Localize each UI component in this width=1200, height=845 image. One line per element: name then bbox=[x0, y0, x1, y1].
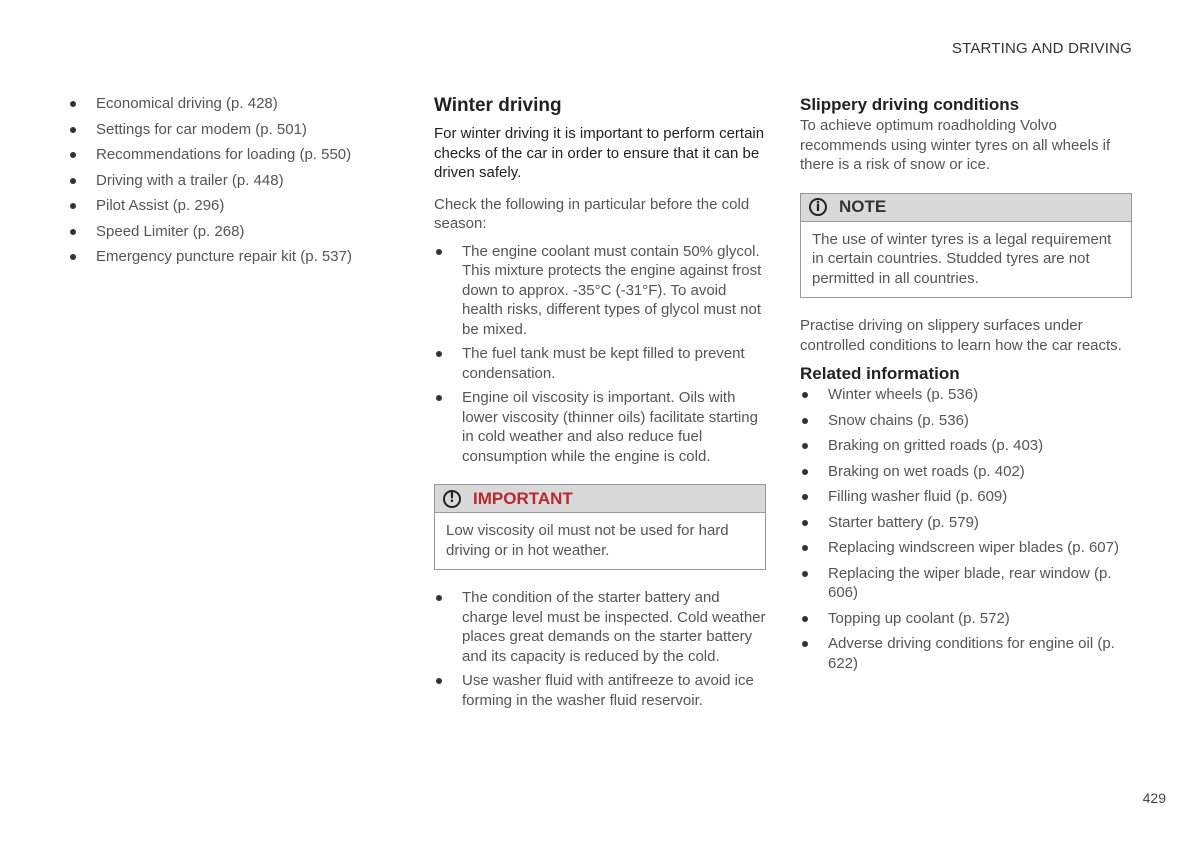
related-link[interactable]: Settings for car modem (p. 501) bbox=[68, 120, 368, 140]
important-header bbox=[435, 485, 765, 513]
practise-text: Practise driving on slippery surfaces under controlled conditions to learn how the car reacts. bbox=[800, 317, 1122, 354]
related-link[interactable]: Topping up coolant (p. 572) bbox=[800, 609, 1132, 629]
slippery-column bbox=[800, 94, 1132, 679]
left-related-column bbox=[68, 94, 368, 273]
note-box bbox=[800, 193, 1132, 299]
page-number: 429 bbox=[1142, 790, 1166, 806]
winter-driving-title: Winter driving bbox=[434, 95, 562, 116]
related-link[interactable]: Recommendations for loading (p. 550) bbox=[68, 145, 368, 165]
related-info-list bbox=[800, 385, 1132, 673]
important-label: IMPORTANT bbox=[473, 488, 573, 508]
list-item: Engine oil viscosity is important. Oils with lower viscosity (thinner oils) facilitate starting in cold weather and also reduce fuel consumption while the engine is cold. bbox=[434, 388, 766, 466]
left-related-list bbox=[68, 94, 368, 267]
related-link[interactable]: Starter battery (p. 579) bbox=[800, 513, 1132, 533]
slippery-title: Slippery driving conditions bbox=[800, 95, 1020, 114]
related-link[interactable]: Replacing the wiper blade, rear window (p. 606) bbox=[800, 564, 1132, 603]
related-link[interactable]: Economical driving (p. 428) bbox=[68, 94, 368, 114]
related-link[interactable]: Replacing windscreen wiper blades (p. 607) bbox=[800, 538, 1132, 558]
related-link[interactable]: Snow chains (p. 536) bbox=[800, 411, 1132, 431]
note-text: The use of winter tyres is a legal requirement in certain countries. Studded tyres are not permitted in all countries. bbox=[812, 230, 1112, 287]
check-intro: Check the following in particular before the cold season: bbox=[434, 195, 750, 232]
note-label: NOTE bbox=[839, 197, 887, 216]
exclamation-icon: ! bbox=[443, 490, 461, 508]
related-link[interactable]: Braking on gritted roads (p. 403) bbox=[800, 436, 1132, 456]
list-item: Use washer fluid with antifreeze to avoid ice forming in the washer fluid reservoir. bbox=[434, 671, 766, 710]
important-box bbox=[434, 484, 766, 570]
checks-list-continued bbox=[434, 588, 766, 710]
note-header bbox=[801, 194, 1131, 222]
slippery-text: To achieve optimum roadholding Volvo recommends using winter tyres on all wheels if there is a risk of snow or ice. bbox=[800, 117, 1111, 173]
list-item: The fuel tank must be kept filled to prevent condensation. bbox=[434, 344, 766, 383]
important-text: Low viscosity oil must not be used for hard driving or in hot weather. bbox=[446, 522, 729, 559]
related-link[interactable]: Winter wheels (p. 536) bbox=[800, 385, 1132, 405]
related-link[interactable]: Speed Limiter (p. 268) bbox=[68, 222, 368, 242]
related-link[interactable]: Pilot Assist (p. 296) bbox=[68, 196, 368, 216]
checks-list bbox=[434, 242, 766, 467]
list-item: The condition of the starter battery and charge level must be inspected. Cold weather places great demands on the starter battery and its capacity is reduced by the cold. bbox=[434, 588, 766, 666]
related-info-title: Related information bbox=[800, 364, 960, 383]
related-link[interactable]: Filling washer fluid (p. 609) bbox=[800, 487, 1132, 507]
list-item: The engine coolant must contain 50% glycol. This mixture protects the engine against frost down to approx. -35°C (-31°F). To avoid health risks, different types of glycol must not be mixed. bbox=[434, 242, 766, 340]
info-icon: i bbox=[809, 198, 827, 216]
related-link[interactable]: Driving with a trailer (p. 448) bbox=[68, 171, 368, 191]
winter-driving-column bbox=[434, 94, 766, 715]
winter-driving-lead: For winter driving it is important to perform certain checks of the car in order to ensure that it can be driven safely. bbox=[434, 125, 765, 181]
related-link[interactable]: Braking on wet roads (p. 402) bbox=[800, 462, 1132, 482]
section-header: STARTING AND DRIVING bbox=[951, 40, 1132, 57]
related-link[interactable]: Adverse driving conditions for engine oil (p. 622) bbox=[800, 634, 1132, 673]
related-link[interactable]: Emergency puncture repair kit (p. 537) bbox=[68, 247, 368, 267]
